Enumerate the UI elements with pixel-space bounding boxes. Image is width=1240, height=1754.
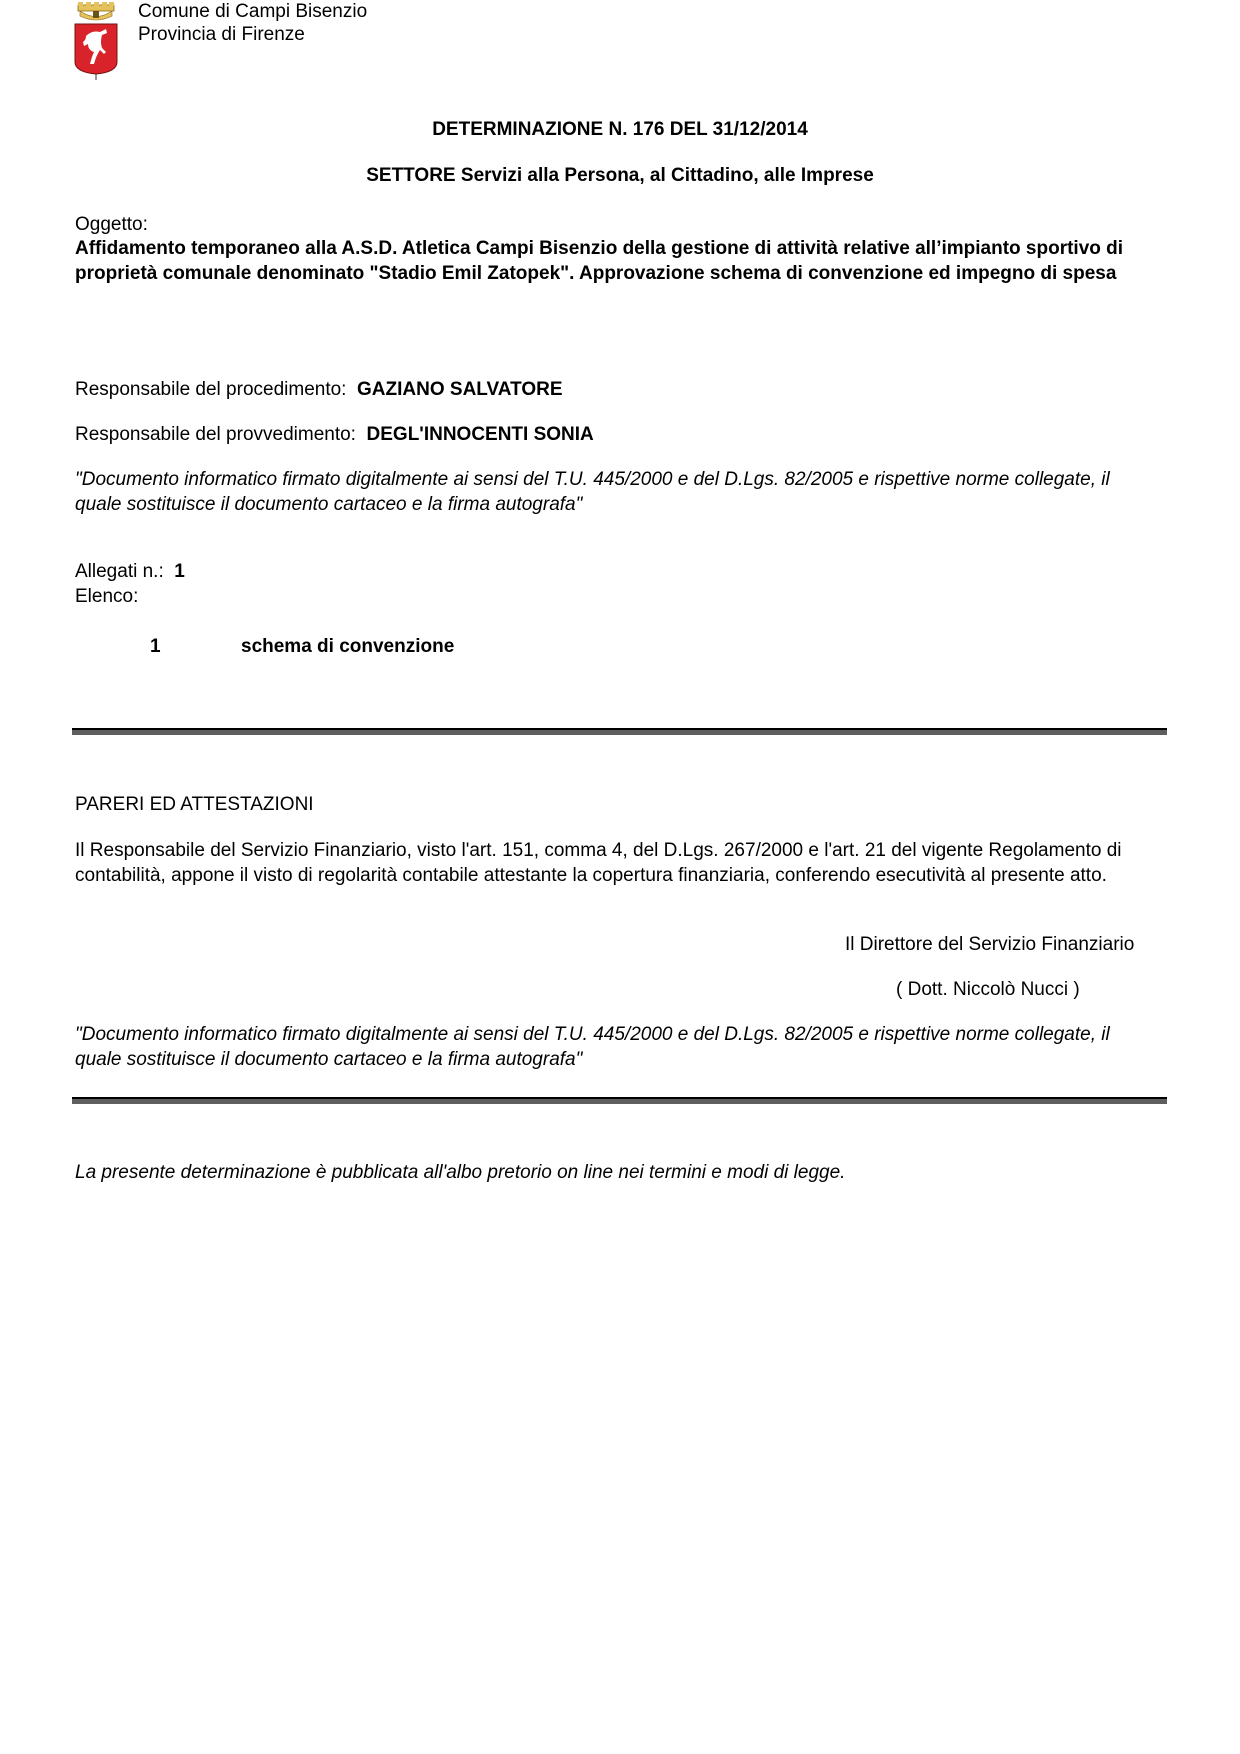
signer-name: ( Dott. Niccolò Nucci ) xyxy=(896,979,1080,1000)
opinions-heading: PARERI ED ATTESTAZIONI xyxy=(75,794,314,815)
sector-label: SETTORE xyxy=(366,165,456,186)
sector-line xyxy=(0,165,1240,187)
municipality-name: Comune di Campi Bisenzio xyxy=(138,1,368,22)
section-divider xyxy=(72,1097,1167,1104)
attachments-list-label: Elenco: xyxy=(75,586,139,607)
subject-label: Oggetto: xyxy=(75,214,148,235)
attachment-item-description: schema di convenzione xyxy=(241,636,455,657)
publication-note: La presente determinazione è pubblicata all'albo pretorio on line nei termini e modi di legge. xyxy=(75,1162,846,1183)
signer-role: Il Direttore del Servizio Finanziario xyxy=(845,934,1135,955)
opinions-body: Il Responsabile del Servizio Finanziario, visto l'art. 151, comma 4, del D.Lgs. 267/2000 e l'art. 21 del vigente Regolamento di contabilità, appone il visto di regolarità contabile attestante la copertura finanziaria, conferendo esecutività al presente atto. xyxy=(75,840,1122,886)
measure-name: DEGL'INNOCENTI SONIA xyxy=(366,424,594,445)
section-divider xyxy=(72,728,1167,735)
digital-signature-note: "Documento informatico firmato digitalmente ai sensi del T.U. 445/2000 e del D.Lgs. 82/2005 e rispettive norme collegate, il quale sostituisce il documento cartaceo e la firma autografa" xyxy=(75,469,1110,515)
procedure-name: GAZIANO SALVATORE xyxy=(357,379,563,400)
attachment-item-number: 1 xyxy=(150,636,161,657)
measure-label: Responsabile del provvedimento: xyxy=(75,424,356,445)
attachments-count-value: 1 xyxy=(174,561,185,582)
attachments-count xyxy=(75,559,185,584)
procedure-responsible xyxy=(75,377,563,402)
attachments-count-label: Allegati n.: xyxy=(75,561,164,582)
coat-of-arms-icon xyxy=(74,2,118,80)
procedure-label: Responsabile del procedimento: xyxy=(75,379,347,400)
sector-name: Servizi alla Persona, al Cittadino, alle Imprese xyxy=(460,165,874,186)
measure-responsible xyxy=(75,422,594,447)
province-name: Provincia di Firenze xyxy=(138,24,305,45)
financial-signature-note: "Documento informatico firmato digitalmente ai sensi del T.U. 445/2000 e del D.Lgs. 82/2005 e rispettive norme collegate, il quale sostituisce il documento cartaceo e la firma autografa" xyxy=(75,1024,1110,1070)
determination-title: DETERMINAZIONE N. 176 DEL 31/12/2014 xyxy=(432,119,808,140)
subject-text: Affidamento temporaneo alla A.S.D. Atletica Campi Bisenzio della gestione di attività relative all’impianto sportivo di proprietà comunale denominato "Stadio Emil Zatopek". Approvazione schema di convenzione ed impegno di spesa xyxy=(75,238,1124,284)
